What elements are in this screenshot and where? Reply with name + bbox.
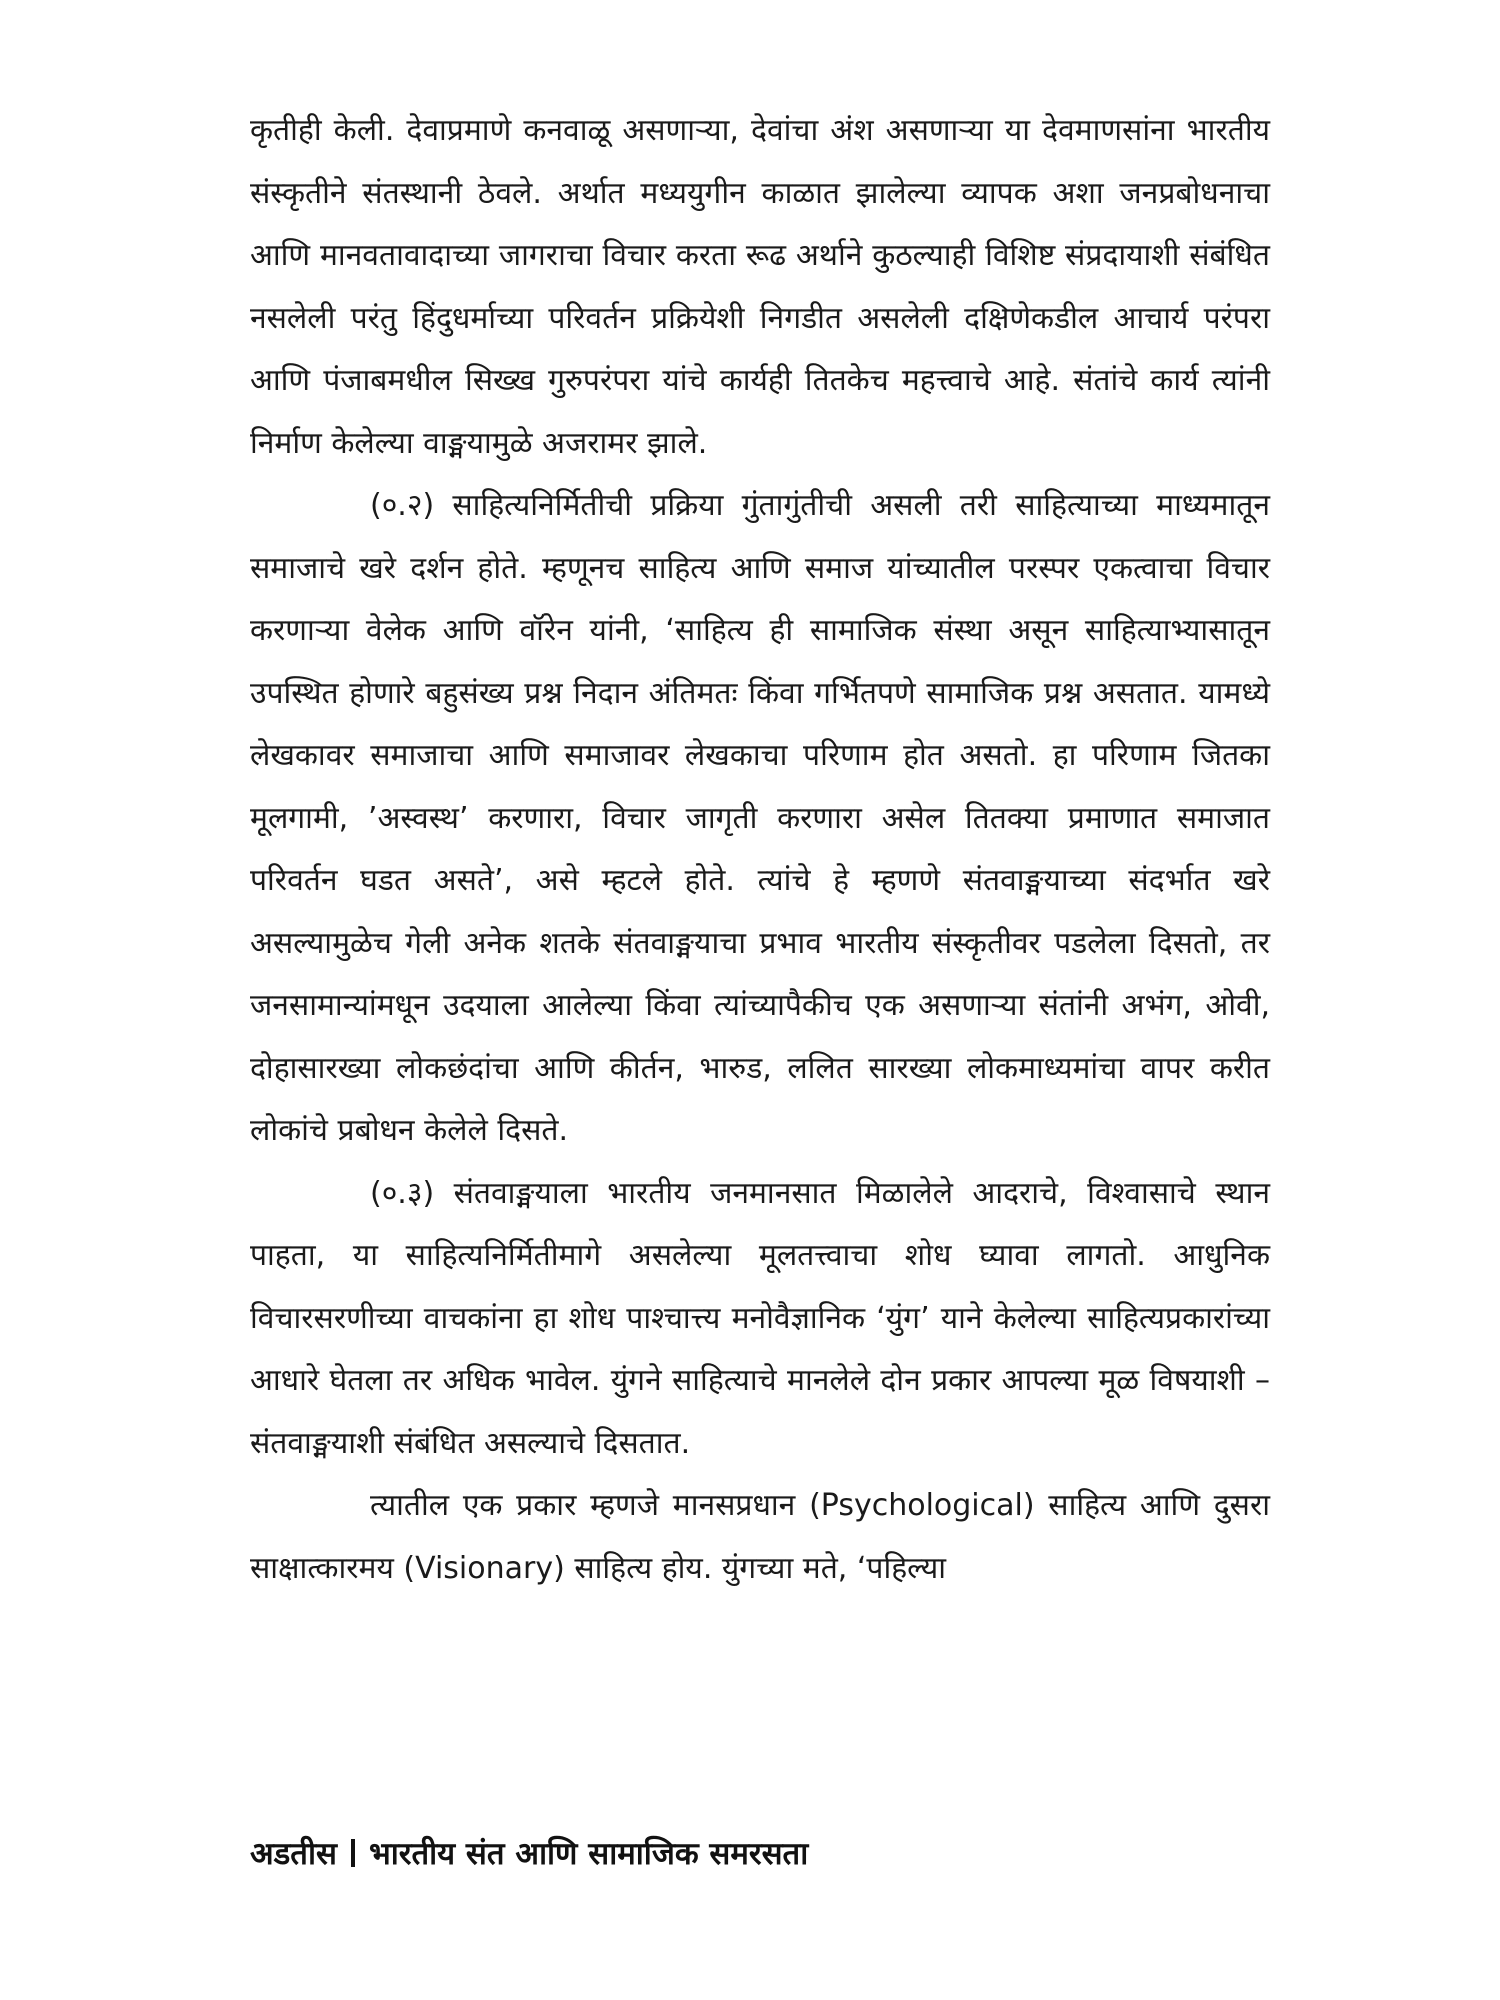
footer-separator bbox=[351, 1839, 355, 1867]
page-footer bbox=[250, 1832, 808, 1874]
body-text bbox=[250, 100, 1270, 1600]
page-number-word: अडतीस bbox=[250, 1836, 337, 1872]
paragraph-jung-types: त्यातील एक प्रकार म्हणजे मानसप्रधान (Psychological) साहित्य आणि दुसरा साक्षात्कारमय (Visionary) साहित्य होय. युंगच्या मते, ‘पहिल्या bbox=[250, 1488, 1270, 1586]
paragraph-intro: कृतीही केली. देवाप्रमाणे कनवाळू असणाऱ्या, देवांचा अंश असणाऱ्या या देवमाणसांना भारतीय संस्कृतीने संतस्थानी ठेवले. अर्थात मध्ययुगीन काळात झालेल्या व्यापक अशा जनप्रबोधनाचा आणि मानवतावादाच्या जागराचा विचार करता रूढ अर्थाने कुठल्याही विशिष्ट संप्रदायाशी संबंधित नसलेली परंतु हिंदुधर्माच्या परिवर्तन प्रक्रियेशी निगडीत असलेली दक्षिणेकडील आचार्य परंपरा आणि पंजाबमधील सिख्ख गुरुपरंपरा यांचे कार्यही तितकेच महत्त्वाचे आहे. संतांचे कार्य त्यांनी निर्माण केलेल्या वाङ्मयामुळे अजरामर झाले. bbox=[250, 113, 1270, 461]
paragraph-0-3: (०.३) संतवाङ्मयाला भारतीय जनमानसात मिळालेले आदराचे, विश्वासाचे स्थान पाहता, या साहित्यनिर्मितीमागे असलेल्या मूलतत्त्वाचा शोध घ्यावा लागतो. आधुनिक विचारसरणीच्या वाचकांना हा शोध पाश्चात्त्य मनोवैज्ञानिक ‘युंग’ याने केलेल्या साहित्यप्रकारांच्या आधारे घेतला तर अधिक भावेल. युंगने साहित्याचे मानलेले दोन प्रकार आपल्या मूळ विषयाशी – संतवाङ्मयाशी संबंधित असल्याचे दिसतात. bbox=[250, 1175, 1270, 1461]
paragraph-0-2: (०.२) साहित्यनिर्मितीची प्रक्रिया गुंतागुंतीची असली तरी साहित्याच्या माध्यमातून समाजाचे खरे दर्शन होते. म्हणूनच साहित्य आणि समाज यांच्यातील परस्पर एकत्वाचा विचार करणाऱ्या वेलेक आणि वॉरेन यांनी, ‘साहित्य ही सामाजिक संस्था असून साहित्याभ्यासातून उपस्थित होणारे बहुसंख्य प्रश्न निदान अंतिमतः किंवा गर्भितपणे सामाजिक प्रश्न असतात. यामध्ये लेखकावर समाजाचा आणि समाजावर लेखकाचा परिणाम होत असतो. हा परिणाम जितका मूलगामी, ’अस्वस्थ’ करणारा, विचार जागृती करणारा असेल तितक्या प्रमाणात समाजात परिवर्तन घडत असते’, असे म्हटले होते. त्यांचे हे म्हणणे संतवाङ्मयाच्या संदर्भात खरे असल्यामुळेच गेली अनेक शतके संतवाङ्मयाचा प्रभाव भारतीय संस्कृतीवर पडलेला दिसतो, तर जनसामान्यांमधून उदयाला आलेल्या किंवा त्यांच्यापैकीच एक असणाऱ्या संतांनी अभंग, ओवी, दोहासारख्या लोकछंदांचा आणि कीर्तन, भारुड, ललित सारख्या लोकमाध्यमांचा वापर करीत लोकांचे प्रबोधन केलेले दिसते. bbox=[250, 488, 1270, 1148]
book-title: भारतीय संत आणि सामाजिक समरसता bbox=[368, 1836, 809, 1872]
